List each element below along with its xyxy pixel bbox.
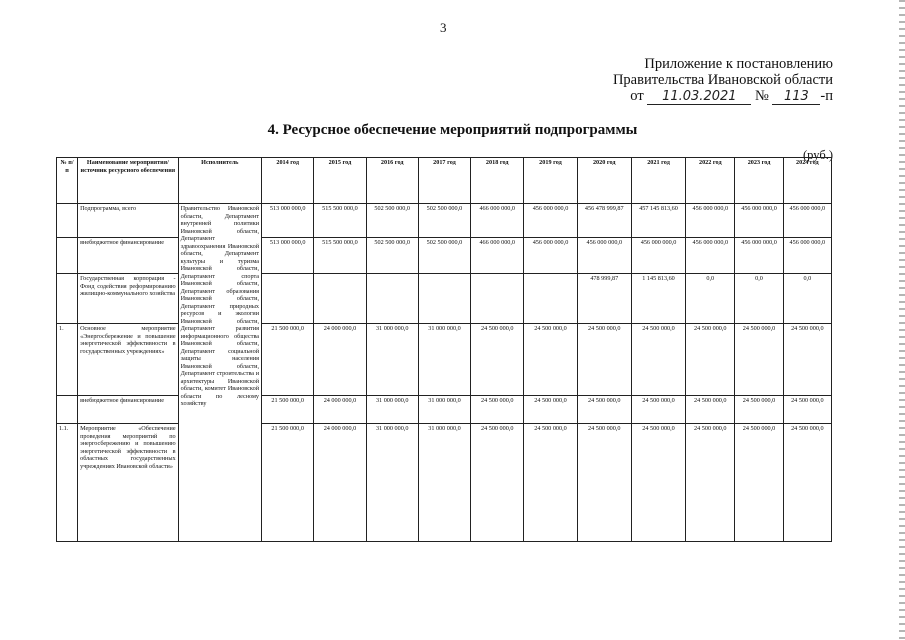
from-label: от	[630, 88, 644, 104]
value-cell: 456 000 000,0	[735, 204, 783, 238]
header-num: № п/п	[57, 158, 78, 204]
value-cell: 0,0	[783, 274, 831, 324]
header-year: 2024 год	[783, 158, 831, 204]
value-cell: 24 500 000,0	[524, 424, 577, 542]
value-cell	[314, 274, 366, 324]
header-year: 2014 год	[262, 158, 314, 204]
table-row	[57, 324, 832, 396]
row-number: 1.	[57, 324, 78, 396]
header-year: 2017 год	[418, 158, 470, 204]
value-cell: 21 500 000,0	[262, 324, 314, 396]
resource-table	[56, 157, 832, 542]
value-cell: 0,0	[686, 274, 735, 324]
value-cell: 457 145 813,60	[631, 204, 685, 238]
value-cell: 24 500 000,0	[686, 324, 735, 396]
value-cell: 24 500 000,0	[471, 424, 524, 542]
header-executor: Исполнитель	[178, 158, 261, 204]
header-year: 2015 год	[314, 158, 366, 204]
value-cell: 456 000 000,0	[686, 238, 735, 274]
value-cell: 456 000 000,0	[783, 238, 831, 274]
table-row	[57, 204, 832, 238]
value-cell: 456 000 000,0	[631, 238, 685, 274]
value-cell: 31 000 000,0	[366, 424, 418, 542]
value-cell: 502 500 000,0	[366, 204, 418, 238]
value-cell	[471, 274, 524, 324]
value-cell: 31 000 000,0	[418, 396, 470, 424]
value-cell: 24 500 000,0	[631, 424, 685, 542]
value-cell: 456 000 000,0	[735, 238, 783, 274]
row-name: внебюджетное финансирование	[78, 396, 179, 424]
value-cell: 21 500 000,0	[262, 424, 314, 542]
value-cell	[366, 274, 418, 324]
value-cell	[418, 274, 470, 324]
row-name: Основное мероприятие «Энергосбережение и повышение энергетической эффективности в государственных учреждениях»	[78, 324, 179, 396]
value-cell: 478 999,87	[577, 274, 631, 324]
value-cell: 24 500 000,0	[577, 324, 631, 396]
header-year: 2023 год	[735, 158, 783, 204]
value-cell: 24 500 000,0	[783, 396, 831, 424]
value-cell: 456 000 000,0	[686, 204, 735, 238]
table-row	[57, 396, 832, 424]
value-cell: 502 500 000,0	[418, 204, 470, 238]
value-cell: 456 000 000,0	[577, 238, 631, 274]
value-cell: 502 500 000,0	[366, 238, 418, 274]
scan-edge	[899, 0, 905, 640]
value-cell: 515 500 000,0	[314, 238, 366, 274]
value-cell: 456 000 000,0	[524, 238, 577, 274]
value-cell	[524, 274, 577, 324]
row-number: 1.1.	[57, 424, 78, 542]
value-cell: 456 478 999,87	[577, 204, 631, 238]
value-cell: 24 500 000,0	[524, 324, 577, 396]
value-cell: 24 500 000,0	[471, 324, 524, 396]
number-label: №	[754, 88, 769, 104]
value-cell: 466 000 000,0	[471, 204, 524, 238]
value-cell: 24 500 000,0	[524, 396, 577, 424]
row-name: Мероприятие «Обеспечение проведения мероприятий по энергосбережению и повышению энергетической эффективности в областных государственных учреждениях Ивановской области»	[78, 424, 179, 542]
value-cell: 24 500 000,0	[735, 324, 783, 396]
value-cell: 1 145 813,60	[631, 274, 685, 324]
value-cell: 513 000 000,0	[262, 204, 314, 238]
decree-date: 11.03.2021	[647, 90, 751, 105]
header-year: 2019 год	[524, 158, 577, 204]
table-row	[57, 424, 832, 542]
value-cell: 24 500 000,0	[686, 396, 735, 424]
value-cell: 21 500 000,0	[262, 396, 314, 424]
value-cell: 24 500 000,0	[631, 396, 685, 424]
table-row	[57, 238, 832, 274]
appendix-line-2: Правительства Ивановской области	[612, 72, 833, 88]
row-number	[57, 238, 78, 274]
row-number	[57, 274, 78, 324]
decree-number: 113	[772, 90, 820, 105]
value-cell: 24 500 000,0	[735, 396, 783, 424]
value-cell: 24 500 000,0	[577, 424, 631, 542]
value-cell: 24 500 000,0	[783, 324, 831, 396]
appendix-line-1: Приложение к постановлению	[644, 56, 833, 72]
page-number: 3	[440, 20, 447, 35]
header-year: 2016 год	[366, 158, 418, 204]
value-cell: 31 000 000,0	[418, 424, 470, 542]
value-cell: 502 500 000,0	[418, 238, 470, 274]
value-cell: 24 000 000,0	[314, 396, 366, 424]
value-cell: 31 000 000,0	[366, 396, 418, 424]
value-cell: 466 000 000,0	[471, 238, 524, 274]
header-name: Наименование мероприятия/источник ресурсного обеспечения	[78, 158, 179, 204]
currency-unit: (руб.)	[803, 148, 833, 162]
value-cell: 0,0	[735, 274, 783, 324]
value-cell: 456 000 000,0	[783, 204, 831, 238]
value-cell: 456 000 000,0	[524, 204, 577, 238]
header-year: 2022 год	[686, 158, 735, 204]
value-cell: 24 000 000,0	[314, 424, 366, 542]
value-cell: 24 500 000,0	[686, 424, 735, 542]
value-cell: 24 500 000,0	[631, 324, 685, 396]
value-cell: 24 500 000,0	[577, 396, 631, 424]
number-suffix: -п	[820, 88, 833, 104]
header-year: 2018 год	[471, 158, 524, 204]
row-name: Государственная корпорация - Фонд содействия реформированию жилищно-коммунального хозяйства	[78, 274, 179, 324]
header-year: 2020 год	[577, 158, 631, 204]
value-cell: 31 000 000,0	[418, 324, 470, 396]
row-name: Подпрограмма, всего	[78, 204, 179, 238]
value-cell: 513 000 000,0	[262, 238, 314, 274]
value-cell: 515 500 000,0	[314, 204, 366, 238]
header-row	[57, 158, 832, 204]
row-number	[57, 396, 78, 424]
executor-cell: Правительство Ивановской области, Департамент внутренней политики Ивановской области, Департамент здравоохранения Ивановской области, Департамент культуры и туризма Ивановской области, Департамент спорта Ивановской области, Департамент образования Ивановской области, Департамент природных ресурсов и экологии Ивановской области, Департамент развития информационного общества Ивановской области, Департамент социальной защиты населения Ивановской области, Департамент строительства и архитектуры Ивановской области, комитет Ивановской области по лесному хозяйству	[178, 204, 261, 542]
row-number	[57, 204, 78, 238]
appendix-line-3	[630, 88, 833, 105]
row-name: внебюджетное финансирование	[78, 238, 179, 274]
value-cell: 24 500 000,0	[471, 396, 524, 424]
document-title: 4. Ресурсное обеспечение мероприятий подпрограммы	[267, 122, 638, 138]
value-cell	[262, 274, 314, 324]
value-cell: 31 000 000,0	[366, 324, 418, 396]
table-row	[57, 274, 832, 324]
value-cell: 24 500 000,0	[735, 424, 783, 542]
value-cell: 24 000 000,0	[314, 324, 366, 396]
value-cell: 24 500 000,0	[783, 424, 831, 542]
header-year: 2021 год	[631, 158, 685, 204]
